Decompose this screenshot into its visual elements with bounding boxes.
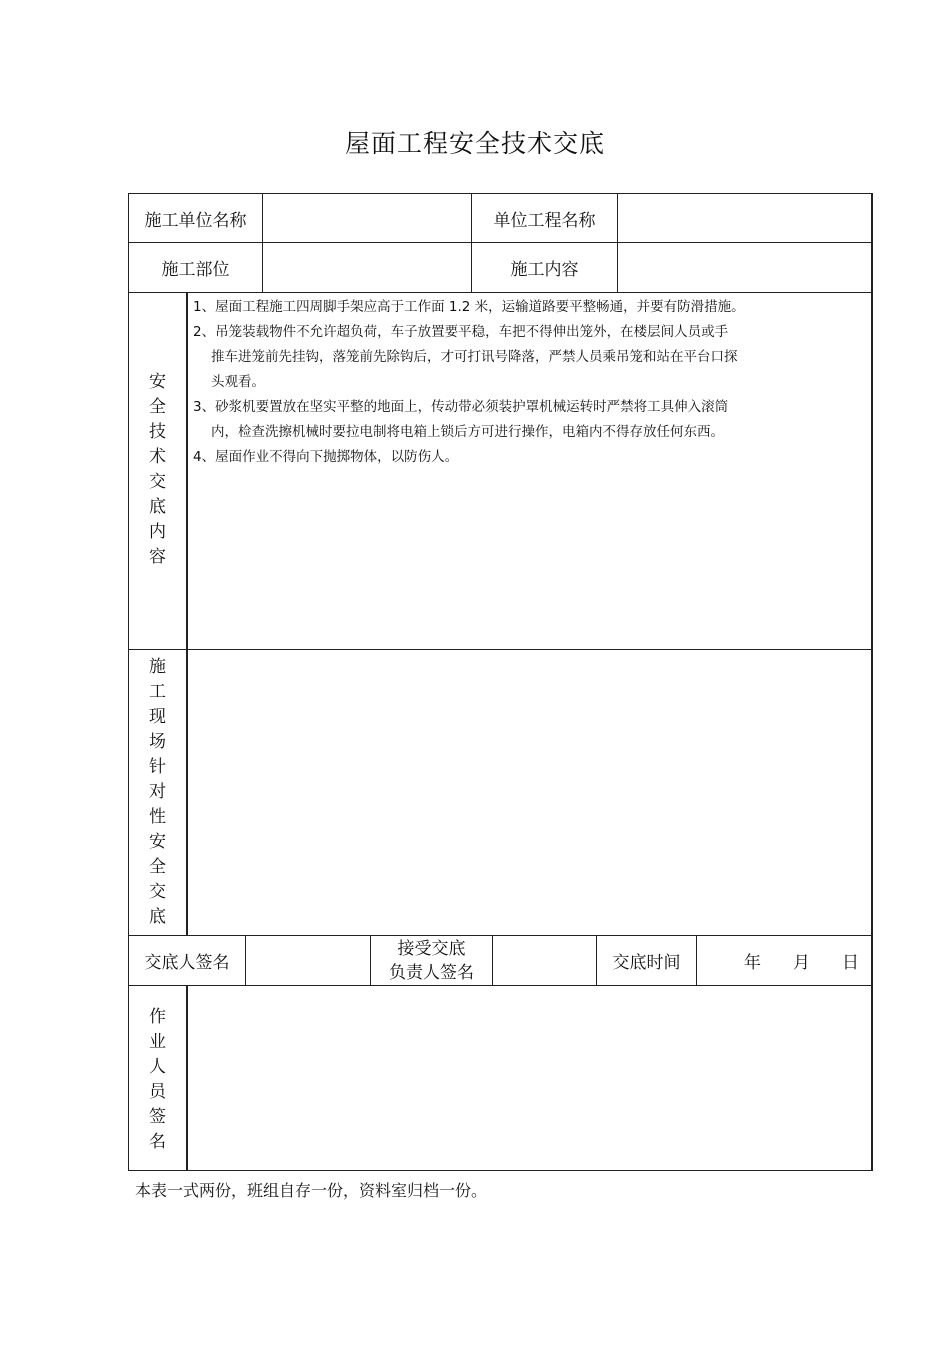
label-char: 作	[149, 1007, 166, 1027]
page-title: 屋面工程安全技术交底	[344, 129, 605, 158]
footer-note: 本表一式两份，班组自存一份，资料室归档一份。	[135, 1181, 488, 1200]
receiver-signature-field[interactable]	[493, 936, 596, 985]
safety-line: 1、屋面工程施工四周脚手架应高于工作面 1.2 米，运输道路要平整畅通，并要有防滑措施。	[193, 299, 745, 315]
construction-content-field[interactable]	[618, 243, 871, 292]
label-char: 针	[149, 757, 166, 777]
label-char: 安	[149, 832, 166, 852]
label-char: 交	[149, 882, 166, 902]
giver-signature-label: 交底人签名	[144, 953, 230, 973]
label-char: 内	[149, 522, 166, 542]
label-char: 对	[149, 782, 166, 802]
label-char: 人	[149, 1057, 166, 1077]
label-char: 容	[149, 547, 166, 567]
site-disclosure-field[interactable]	[188, 650, 871, 935]
label-char: 底	[149, 497, 166, 517]
construction-content-label: 施工内容	[510, 260, 579, 280]
safety-line: 3、砂浆机要置放在坚实平整的地面上，传动带必须装护罩机械运转时严禁将工具伸入滚筒	[193, 399, 729, 415]
table-line	[128, 292, 872, 293]
safety-content-text	[193, 295, 863, 470]
safety-line: 推车进笼前先挂钩，落笼前先除钩后，才可打讯号降落，严禁人员乘吊笼和站在平台口探	[211, 349, 738, 365]
label-char: 签	[149, 1107, 166, 1127]
label-char: 业	[149, 1032, 166, 1052]
unit-name-label: 施工单位名称	[144, 210, 247, 231]
label-char: 安	[149, 372, 166, 392]
label-char: 术	[149, 447, 166, 467]
location-field[interactable]	[263, 243, 471, 292]
safety-line: 2、吊笼装载物件不允许超负荷，车子放置要平稳，车把不得伸出笼外，在楼层间人员或手	[193, 324, 729, 340]
worker-signature-field[interactable]	[188, 986, 871, 1170]
location-label: 施工部位	[161, 260, 230, 280]
label-char: 全	[149, 397, 166, 417]
label-char: 底	[149, 907, 166, 927]
label-char: 工	[149, 682, 166, 702]
label-char: 施	[149, 657, 166, 677]
label-char: 现	[149, 707, 166, 727]
year-label: 年	[744, 953, 761, 973]
label-char: 性	[149, 807, 166, 827]
label-char: 技	[149, 422, 166, 442]
month-label: 月	[793, 953, 810, 973]
worker-signature-label	[129, 1005, 186, 1155]
disclosure-time-label: 交底时间	[612, 953, 681, 973]
safety-line: 内，检查洗擦机械时要拉电制将电箱上锁后方可进行操作，电箱内不得存放任何东西。	[211, 424, 724, 440]
safety-line: 4、屋面作业不得向下抛掷物体，以防伤人。	[193, 449, 459, 465]
receiver-label-line: 负责人签名	[389, 962, 474, 983]
safety-line: 头观看。	[211, 374, 265, 390]
table-line	[871, 193, 873, 1171]
giver-signature-field[interactable]	[246, 936, 370, 985]
label-char: 名	[149, 1132, 166, 1152]
receiver-signature-label	[371, 936, 492, 985]
label-char: 场	[149, 732, 166, 752]
disclosure-date-field[interactable]	[697, 936, 871, 985]
unit-name-field[interactable]	[263, 194, 471, 242]
receiver-label-line: 接受交底	[397, 938, 466, 959]
label-char: 员	[149, 1082, 166, 1102]
label-char: 全	[149, 857, 166, 877]
day-label: 日	[842, 953, 859, 973]
site-disclosure-label	[129, 655, 186, 930]
project-name-field[interactable]	[618, 194, 871, 242]
safety-content-label	[129, 370, 186, 570]
label-char: 交	[149, 472, 166, 492]
table-line	[128, 1170, 872, 1171]
project-name-label: 单位工程名称	[493, 210, 596, 231]
